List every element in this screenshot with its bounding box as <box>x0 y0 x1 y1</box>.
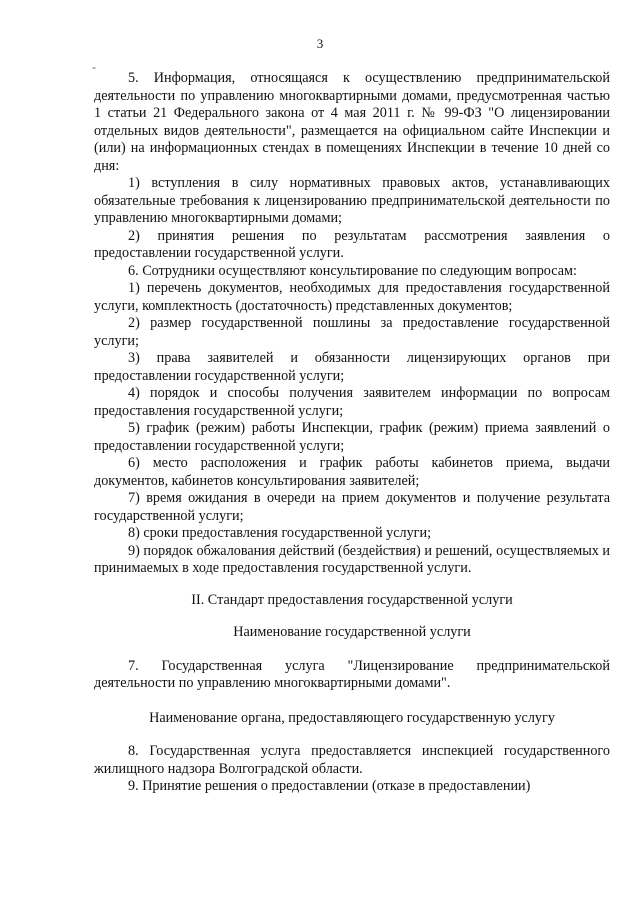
paragraph-9: 9. Принятие решения о предоставлении (отказе в предоставлении) <box>128 778 531 794</box>
paragraph-6-item-6: 6) место расположения и график работы кабинетов приема, выдачи документов, кабинетов консультирования заявителей; <box>94 455 610 489</box>
stray-mark: - <box>92 60 96 74</box>
paragraph-7: 7. Государственная услуга "Лицензирование предпринимательской деятельности по управлению многоквартирными домами". <box>94 657 610 691</box>
paragraph-6-item-4: 4) порядок и способы получения заявителем информации по вопросам предоставления государственной услуги; <box>94 385 610 419</box>
paragraph-5-item-1: 1) вступления в силу нормативных правовых актов, устанавливающих обязательные требования к лицензированию предпринимательской деятельности по управлению многоквартирными домами; <box>94 175 610 226</box>
paragraph-8: 8. Государственная услуга предоставляется инспекцией государственного жилищного надзора Волгоградской области. <box>94 743 610 777</box>
paragraph-6-item-8: 8) сроки предоставления государственной услуги; <box>128 525 432 541</box>
page-number: 3 <box>316 36 324 51</box>
section-2-heading: II. Стандарт предоставления государственной услуги <box>191 591 513 608</box>
paragraph-6-item-7: 7) время ожидания в очереди на прием документов и получение результата государственной услуги; <box>94 490 610 524</box>
paragraph-5: 5. Информация, относящаяся к осуществлению предпринимательской деятельности по управлению многоквартирными домами, предусмотренная частью 1 статьи 21 Федерального закона от 4 мая 2011 г. № 99-ФЗ "О лицензировании отдельных видов деятельности", размещается на официальном сайте Инспекции и (или) на информационных стендах в помещениях Инспекции в течение 10 дней со дня: <box>94 70 610 174</box>
paragraph-6: 6. Сотрудники осуществляют консультирование по следующим вопросам: <box>128 262 577 279</box>
paragraph-6-item-1: 1) перечень документов, необходимых для предоставления государственной услуги, комплектность (достаточность) представленных документов; <box>94 280 610 314</box>
service-name-heading: Наименование государственной услуги <box>233 624 471 640</box>
service-body-heading: Наименование органа, предоставляющего государственную услугу <box>149 709 555 726</box>
paragraph-5-item-2: 2) принятия решения по результатам рассмотрения заявления о предоставлении государственной услуги. <box>94 227 610 261</box>
paragraph-6-item-2: 2) размер государственной пошлины за предоставление государственной услуги; <box>94 315 610 349</box>
paragraph-6-item-3: 3) права заявителей и обязанности лицензирующих органов при предоставлении государственной услуги; <box>94 350 610 384</box>
document-body <box>94 70 610 796</box>
paragraph-6-item-9: 9) порядок обжалования действий (бездействия) и решений, осуществляемых и принимаемых в ходе предоставления государственной услуги. <box>94 542 610 576</box>
paragraph-6-item-5: 5) график (режим) работы Инспекции, график (режим) приема заявлений о предоставлении государственной услуги; <box>94 420 610 454</box>
